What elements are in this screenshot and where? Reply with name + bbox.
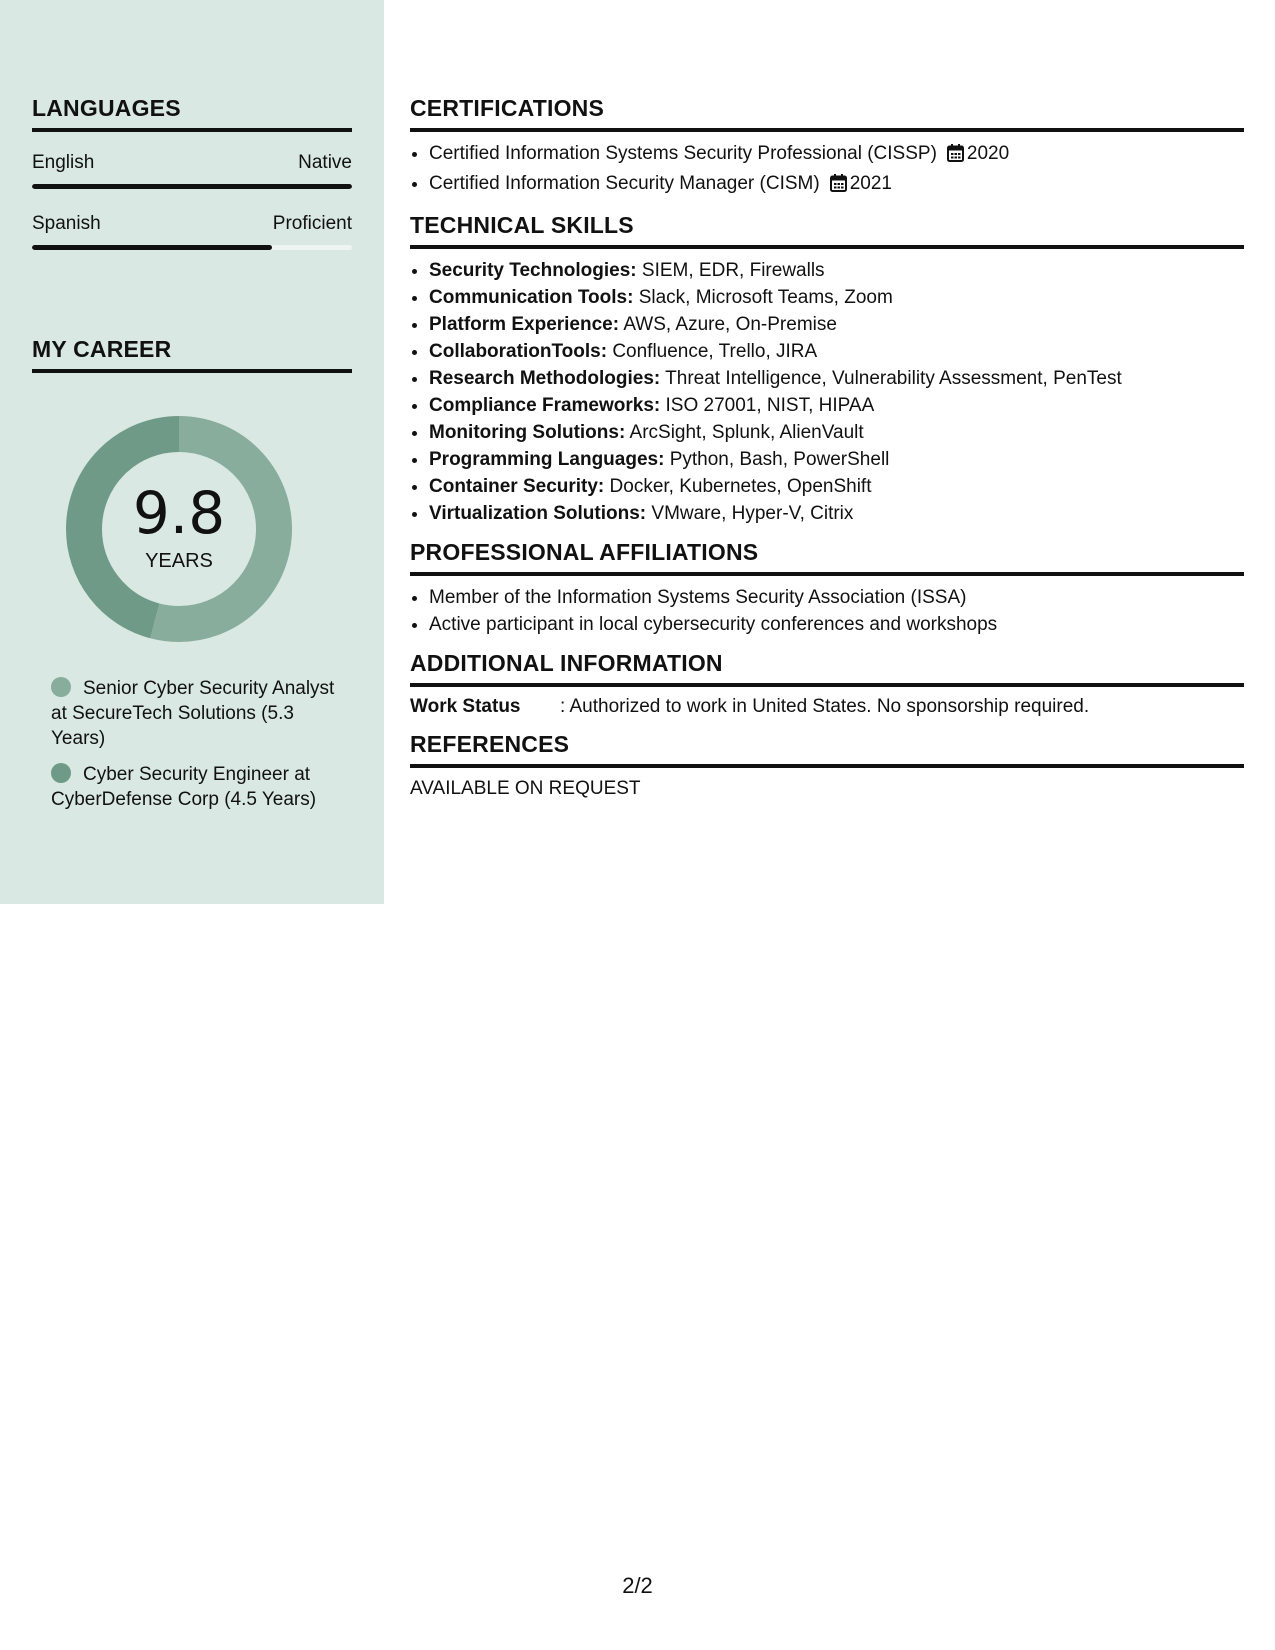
career-donut-chart xyxy=(66,416,292,642)
certification-year: 2021 xyxy=(849,173,892,194)
language-level: Proficient xyxy=(272,213,352,234)
skill-item xyxy=(429,500,1244,527)
main-content xyxy=(410,95,1244,812)
work-status-row xyxy=(410,695,1244,719)
skill-item xyxy=(429,284,1244,311)
references-section xyxy=(410,731,1244,800)
skill-value: Slack, Microsoft Teams, Zoom xyxy=(638,287,893,308)
page-number: 2/2 xyxy=(622,1573,653,1598)
certifications-section xyxy=(410,95,1244,200)
certification-name: Certified Information Systems Security Professional (CISSP) xyxy=(429,143,937,164)
sidebar xyxy=(0,0,384,904)
language-proficiency-fill xyxy=(32,184,352,189)
affiliations-title: PROFESSIONAL AFFILIATIONS xyxy=(410,539,1244,576)
skill-item xyxy=(429,311,1244,338)
language-proficiency-bar xyxy=(32,245,352,250)
career-section xyxy=(32,336,352,373)
legend-dot xyxy=(51,763,71,783)
career-legend-item xyxy=(51,676,341,751)
career-total-value: 9.8 xyxy=(132,479,226,547)
language-item xyxy=(32,152,352,189)
technical-skills-title: TECHNICAL SKILLS xyxy=(410,212,1244,249)
skill-item xyxy=(429,338,1244,365)
skill-item xyxy=(429,365,1244,392)
skill-label: Security Technologies: xyxy=(429,260,637,281)
skill-item xyxy=(429,392,1244,419)
language-proficiency-fill xyxy=(32,245,272,250)
certification-name: Certified Information Security Manager (CISM) xyxy=(429,173,820,194)
language-level: Native xyxy=(298,152,352,173)
career-legend xyxy=(51,676,341,823)
skill-label: CollaborationTools: xyxy=(429,341,608,362)
skill-label: Container Security: xyxy=(429,476,605,497)
certification-item xyxy=(429,170,1244,200)
skill-item xyxy=(429,473,1244,500)
career-legend-label: Cyber Security Engineer at CyberDefense Corp (4.5 Years) xyxy=(51,764,317,810)
skill-item xyxy=(429,446,1244,473)
skill-value: AWS, Azure, On-Premise xyxy=(623,314,837,335)
language-item xyxy=(32,213,352,250)
affiliations-section xyxy=(410,539,1244,638)
certification-item xyxy=(429,140,1244,170)
language-proficiency-bar xyxy=(32,184,352,189)
career-legend-label: Senior Cyber Security Analyst at SecureTech Solutions (5.3 Years) xyxy=(51,678,335,749)
calendar-icon xyxy=(947,143,964,170)
skill-label: Platform Experience: xyxy=(429,314,620,335)
affiliation-item: • Member of the Information Systems Security Association (ISSA) xyxy=(429,584,1244,611)
languages-section xyxy=(32,95,352,250)
references-title: REFERENCES xyxy=(410,731,1244,768)
skill-label: Programming Languages: xyxy=(429,449,665,470)
skill-item xyxy=(429,257,1244,284)
skill-label: Monitoring Solutions: xyxy=(429,422,626,443)
skill-value: Python, Bash, PowerShell xyxy=(669,449,890,470)
skill-label: Research Methodologies: xyxy=(429,368,661,389)
language-name: Spanish xyxy=(32,213,101,234)
affiliation-item: • Active participant in local cybersecurity conferences and workshops xyxy=(429,611,1244,638)
skill-label: Compliance Frameworks: xyxy=(429,395,661,416)
career-total-unit: YEARS xyxy=(145,550,213,572)
skill-value: SIEM, EDR, Firewalls xyxy=(641,260,825,281)
work-status-label: Work Status xyxy=(410,696,521,717)
skill-value: Threat Intelligence, Vulnerability Assessment, PenTest xyxy=(665,368,1122,389)
technical-skills-section xyxy=(410,212,1244,527)
skill-value: Confluence, Trello, JIRA xyxy=(612,341,818,362)
skills-list xyxy=(410,257,1244,527)
references-text: AVAILABLE ON REQUEST xyxy=(410,778,641,799)
career-title: MY CAREER xyxy=(32,336,352,373)
certification-year: 2020 xyxy=(966,143,1010,164)
additional-info-section xyxy=(410,650,1244,719)
certifications-list xyxy=(410,140,1244,200)
skill-item xyxy=(429,419,1244,446)
additional-info-title: ADDITIONAL INFORMATION xyxy=(410,650,1244,687)
certifications-title: CERTIFICATIONS xyxy=(410,95,1244,132)
calendar-icon xyxy=(830,173,847,200)
skill-value: ISO 27001, NIST, HIPAA xyxy=(665,395,875,416)
work-status-value: : Authorized to work in United States. No sponsorship required. xyxy=(560,696,1090,717)
languages-title: LANGUAGES xyxy=(32,95,352,132)
language-name: English xyxy=(32,152,95,173)
skill-label: Virtualization Solutions: xyxy=(429,503,647,524)
skill-value: Docker, Kubernetes, OpenShift xyxy=(609,476,872,497)
legend-dot xyxy=(51,677,71,697)
skill-value: VMware, Hyper-V, Citrix xyxy=(651,503,854,524)
skill-label: Communication Tools: xyxy=(429,287,634,308)
career-legend-item xyxy=(51,762,341,812)
affiliations-list xyxy=(410,584,1244,638)
skill-value: ArcSight, Splunk, AlienVault xyxy=(629,422,864,443)
